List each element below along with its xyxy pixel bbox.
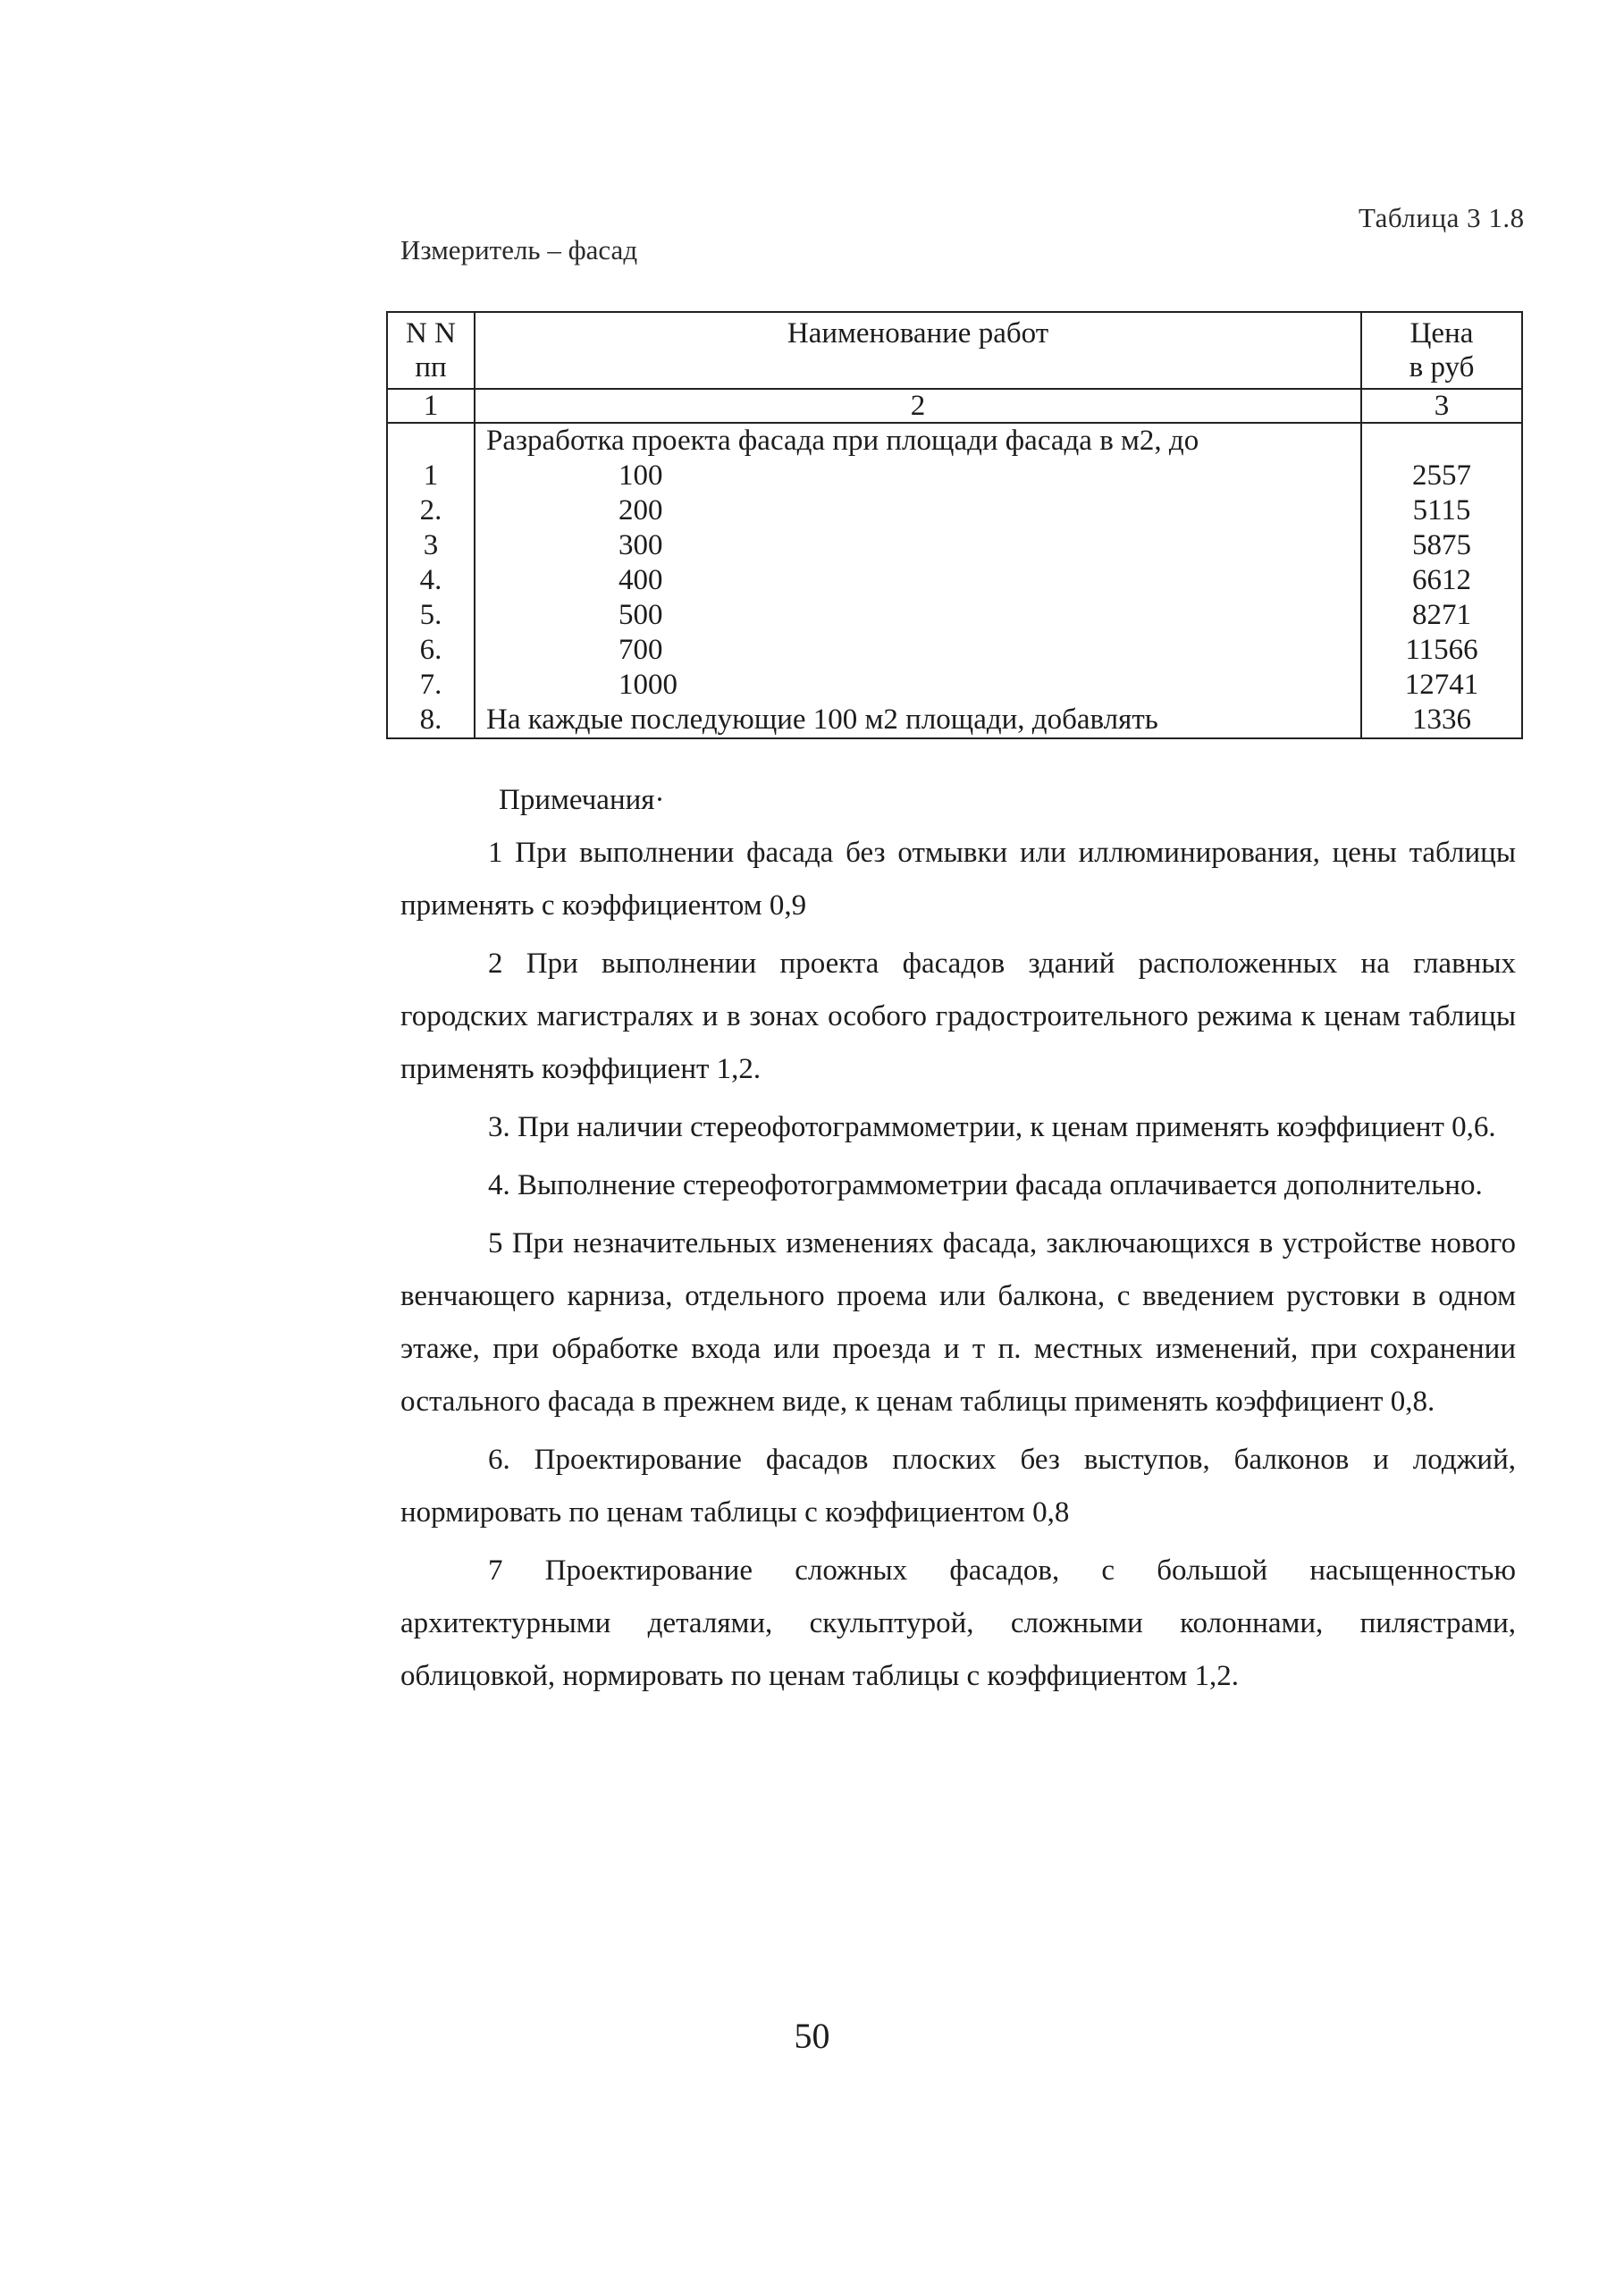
note-item: 7 Проектирование сложных фасадов, с большой насыщенностью архитектурными деталями, скульптурой, сложными колоннами, пилястрами, облицовкой, нормировать по ценам таблицы с коэффициентом 1,2.: [400, 1554, 1516, 1692]
column-index-2: 2: [475, 389, 1361, 423]
row-price: 1336: [1361, 703, 1522, 738]
row-price: 11566: [1361, 633, 1522, 668]
row-price: 8271: [1361, 598, 1522, 633]
table-row: [387, 528, 1522, 563]
note-item: 6. Проектирование фасадов плоских без выступов, балконов и лоджий, нормировать по ценам таблицы с коэффициентом 0,8: [400, 1444, 1516, 1529]
row-name: На каждые последующие 100 м2 площади, добавлять: [475, 703, 1361, 738]
row-price: 5875: [1361, 528, 1522, 563]
header-name: Наименование работ: [475, 312, 1361, 389]
row-price: 2557: [1361, 459, 1522, 493]
note-item: 5 При незначительных изменениях фасада, заключающихся в устройстве нового венчающего карниза, отдельного проема или балкона, с введением рустовки в одном этаже, при обработке входа или проезда и т п. местных изменений, при сохранении остального фасада в прежнем виде, к ценам таблицы применять коэффициент 0,8.: [400, 1227, 1516, 1418]
group-title-price: [1361, 423, 1522, 459]
row-name: 500: [475, 598, 1361, 633]
group-title-row: [387, 423, 1522, 459]
group-title-num: [387, 423, 475, 459]
row-name: 300: [475, 528, 1361, 563]
header-num: [387, 312, 475, 389]
row-num: 8.: [387, 703, 475, 738]
notes-section: [400, 774, 1516, 1708]
table-row: [387, 598, 1522, 633]
row-name: 1000: [475, 668, 1361, 703]
column-index-3: 3: [1361, 389, 1522, 423]
page-number: 50: [794, 2016, 830, 2056]
row-name: 400: [475, 563, 1361, 598]
table-row: [387, 459, 1522, 493]
table-header-row: [387, 312, 1522, 389]
note-item: 2 При выполнении проекта фасадов зданий расположенных на главных городских магистралях и в зонах особого градостроительного режима к ценам таблицы применять коэффициент 1,2.: [400, 948, 1516, 1085]
table-row: [387, 633, 1522, 668]
price-table: [386, 311, 1523, 739]
table-row: [387, 493, 1522, 528]
note-item: 1 При выполнении фасада без отмывки или иллюминирования, цены таблицы применять с коэффициентом 0,9: [400, 837, 1516, 922]
header-num-line1: N N: [406, 317, 456, 350]
row-num: 1: [387, 459, 475, 493]
row-num: 3: [387, 528, 475, 563]
row-num: 5.: [387, 598, 475, 633]
column-index-1: 1: [387, 389, 475, 423]
table-row: [387, 668, 1522, 703]
header-price-line1: Цена: [1409, 317, 1474, 350]
header-num-line2: пп: [415, 351, 447, 383]
row-price: 6612: [1361, 563, 1522, 598]
row-num: 2.: [387, 493, 475, 528]
header-price: [1361, 312, 1522, 389]
table-row: [387, 703, 1522, 738]
group-title: Разработка проекта фасада при площади фасада в м2, до: [475, 423, 1361, 459]
column-index-row: [387, 389, 1522, 423]
table-label: Таблица 3 1.8: [1359, 202, 1525, 233]
row-num: 6.: [387, 633, 475, 668]
header-price-line2: в руб: [1409, 351, 1475, 383]
notes-title: Примечания·: [499, 784, 665, 816]
table-row: [387, 563, 1522, 598]
row-num: 4.: [387, 563, 475, 598]
row-name: 700: [475, 633, 1361, 668]
row-name: 100: [475, 459, 1361, 493]
row-name: 200: [475, 493, 1361, 528]
note-item: 4. Выполнение стереофотограммометрии фасада оплачивается дополнительно.: [488, 1169, 1483, 1201]
note-item: 3. При наличии стереофотограммометрии, к ценам применять коэффициент 0,6.: [488, 1111, 1496, 1143]
row-price: 5115: [1361, 493, 1522, 528]
row-num: 7.: [387, 668, 475, 703]
row-price: 12741: [1361, 668, 1522, 703]
measure-unit: Измеритель – фасад: [400, 234, 638, 265]
